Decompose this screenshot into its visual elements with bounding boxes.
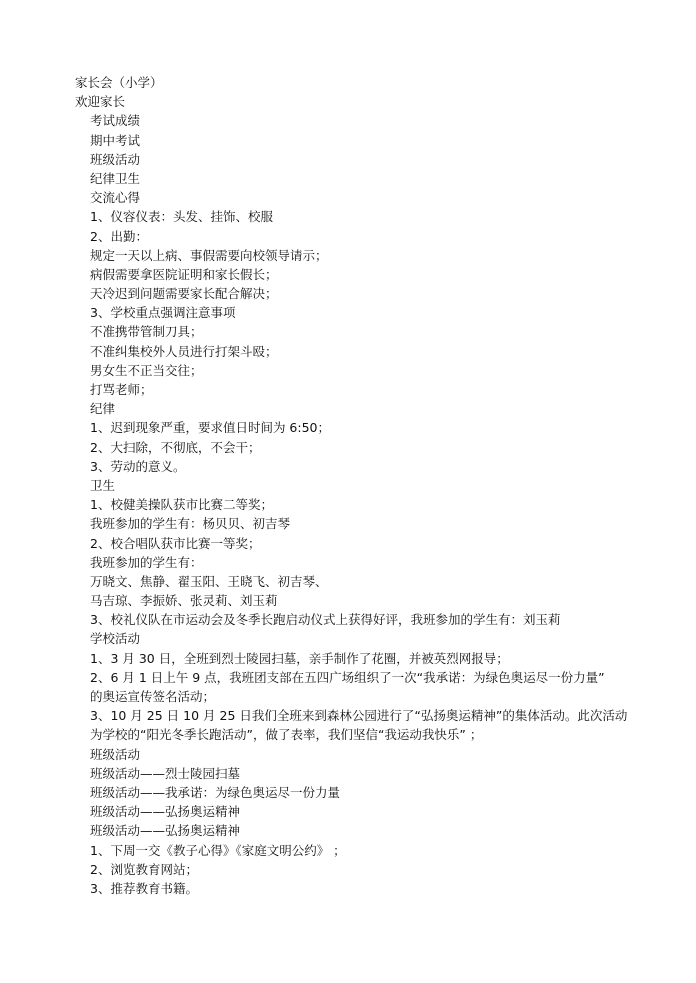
text-line: 班级活动 [90, 151, 141, 167]
text-line: 2、6 月 1 日上午 9 点，我班团支部在五四广场组织了一次“我承诺：为绿色奥运尽一份力量” [90, 669, 605, 685]
document-title: 家长会（小学） [75, 75, 163, 90]
text-line: 不准携带管制刀具； [90, 324, 203, 340]
section-heading: 班级活动 [90, 746, 141, 762]
text-line: 3、推荐教育书籍。 [90, 880, 198, 896]
text-line: 交流心得 [90, 190, 141, 206]
text-line: 男女生不正当交往； [90, 362, 203, 378]
text-line: 病假需要拿医院证明和家长假长； [90, 266, 278, 282]
text-line: 天冷迟到问题需要家长配合解决； [90, 286, 278, 302]
text-line: 3、10 月 25 日 10 月 25 日我们全班来到森林公园进行了“弘扬奥运精神”的集体活动。此次活动 [90, 708, 628, 724]
text-line: 打骂老师； [90, 382, 153, 397]
text-line: 期中考试 [90, 132, 141, 148]
text-line: 3、劳动的意义。 [90, 458, 186, 474]
text-line: 班级活动——弘扬奥运精神 [90, 823, 241, 839]
text-line: 的奥运宣传签名活动； [90, 689, 216, 704]
text-line: 我班参加的学生有：杨贝贝、初吉琴 [90, 516, 291, 532]
text-line: 1、迟到现象严重，要求值日时间为 6:50； [90, 420, 330, 436]
text-line: 1、校健美操队获市比赛二等奖； [90, 497, 273, 513]
text-line: 不准纠集校外人员进行打架斗殴； [90, 343, 278, 359]
text-line: 纪律卫生 [90, 170, 141, 186]
welcome-heading: 欢迎家长 [75, 94, 126, 110]
text-line: 马吉琼、李振娇、张灵莉、刘玉莉 [90, 593, 278, 609]
document-body [75, 73, 675, 898]
text-line: 2、浏览教育网站； [90, 861, 198, 877]
text-line: 2、大扫除，不彻底，不会干； [90, 439, 261, 455]
text-line: 1、3 月 30 日，全班到烈士陵园扫墓，亲手制作了花圈，并被英烈网报导； [90, 650, 509, 666]
text-line: 班级活动——弘扬奥运精神 [90, 804, 241, 820]
text-line: 班级活动——烈士陵园扫墓 [90, 765, 241, 781]
text-line: 1、下周一交《教子心得》《家庭文明公约》 ； [90, 842, 346, 858]
section-heading: 学校活动 [90, 631, 141, 647]
section-heading: 纪律 [90, 401, 116, 417]
text-line: 1、仪容仪表：头发、挂饰、校服 [90, 209, 273, 225]
section-heading: 卫生 [90, 477, 116, 493]
text-line: 规定一天以上病、事假需要向校领导请示； [90, 247, 328, 263]
text-line: 我班参加的学生有： [90, 554, 203, 570]
text-line: 为学校的“阳光冬季长跑活动”，做了表率，我们坚信“我运动我快乐” ； [90, 727, 483, 743]
text-line: 2、校合唱队获市比赛一等奖； [90, 535, 261, 551]
text-line: 班级活动——我承诺：为绿色奥运尽一份力量 [90, 784, 341, 800]
text-line: 考试成绩 [90, 113, 141, 129]
text-line: 3、校礼仪队在市运动会及冬季长跑启动仪式上获得好评，我班参加的学生有：刘玉莉 [90, 612, 561, 628]
text-line: 3、学校重点强调注意事项 [90, 305, 236, 321]
text-line: 2、出勤： [90, 228, 148, 244]
text-line: 万晓文、焦静、翟玉阳、王晓飞、初吉琴、 [90, 573, 328, 589]
